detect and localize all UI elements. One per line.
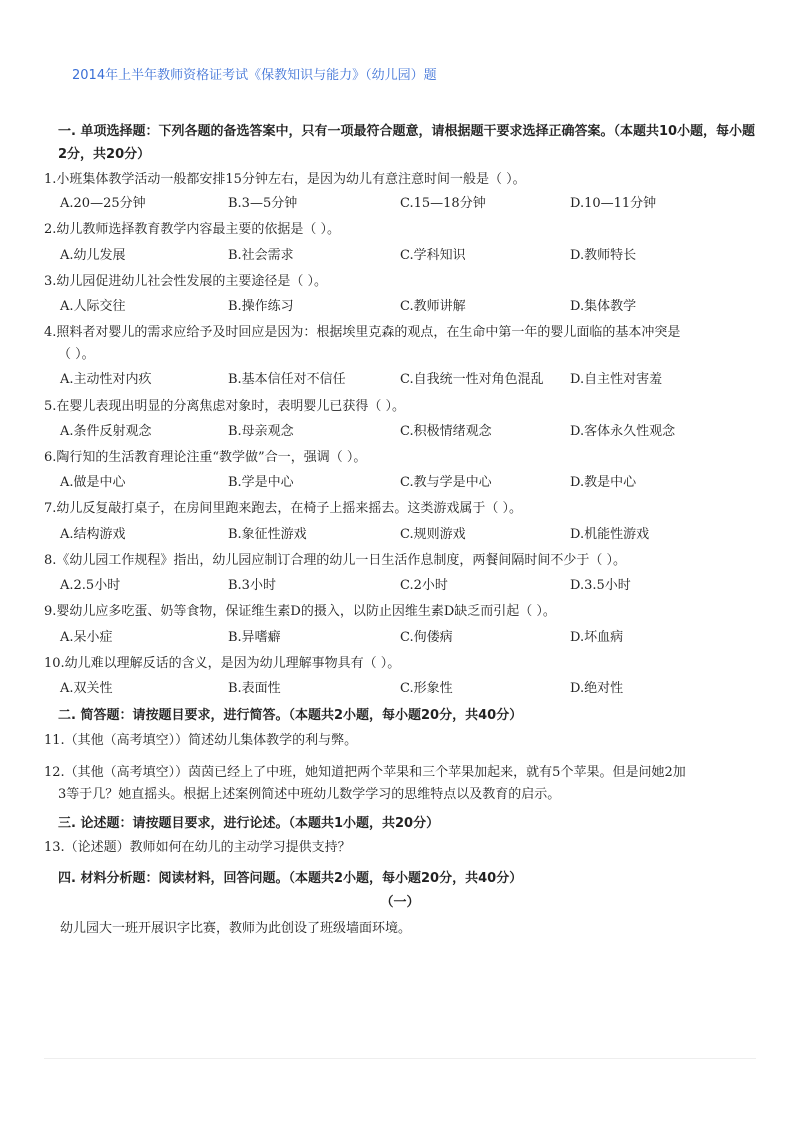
option-d: D.绝对性 [570, 681, 624, 696]
option-a: A.人际交往 [60, 299, 126, 314]
option-a: A.双关性 [60, 681, 113, 696]
option-a: A.条件反射观念 [60, 424, 152, 439]
question-3-options [60, 296, 760, 318]
option-c: C.学科知识 [400, 248, 466, 263]
option-b: B.异嗜癖 [228, 630, 281, 645]
question-7-stem: 7.幼儿反复敲打桌子，在房间里跑来跑去，在椅子上摇来摇去。这类游戏属于（ ）。 [44, 501, 523, 516]
option-a: A.2.5小时 [60, 578, 121, 593]
option-b: B.表面性 [228, 681, 281, 696]
option-c: C.2小时 [400, 578, 448, 593]
option-b: B.3小时 [228, 578, 276, 593]
question-11: 11.（其他（高考填空））简述幼儿集体教学的利与弊。 [44, 733, 358, 748]
option-c: C.形象性 [400, 681, 453, 696]
option-a: A.做是中心 [60, 475, 126, 490]
option-d: D.机能性游戏 [570, 527, 650, 542]
question-3-stem: 3.幼儿园促进幼儿社会性发展的主要途径是（ ）。 [44, 274, 328, 289]
option-d: D.3.5小时 [570, 578, 631, 593]
option-b: B.操作练习 [228, 299, 294, 314]
page-footer-divider [44, 1058, 756, 1059]
question-4-options [60, 369, 760, 391]
option-d: D.教师特长 [570, 248, 637, 263]
question-8-stem: 8.《幼儿园工作规程》指出，幼儿园应制订合理的幼儿一日生活作息制度，两餐间隔时间不少于（ ）。 [44, 553, 627, 568]
option-c: C.15—18分钟 [400, 196, 486, 211]
option-c: C.规则游戏 [400, 527, 466, 542]
option-b: B.母亲观念 [228, 424, 294, 439]
section-material-analysis-heading: 四. 材料分析题：阅读材料，回答问题。（本题共2小题，每小题20分，共40分） [58, 871, 523, 886]
option-d: D.坏血病 [570, 630, 624, 645]
question-5-options [60, 421, 760, 443]
option-a: A.结构游戏 [60, 527, 126, 542]
question-2-stem: 2.幼儿教师选择教育教学内容最主要的依据是（ ）。 [44, 222, 341, 237]
question-1-options [60, 193, 760, 215]
question-10-options [60, 678, 760, 700]
section-essay-heading: 三. 论述题：请按题目要求，进行论述。（本题共1小题，共20分） [58, 816, 440, 831]
option-b: B.基本信任对不信任 [228, 372, 346, 387]
option-c: C.自我统一性对角色混乱 [400, 372, 544, 387]
option-b: B.3—5分钟 [228, 196, 298, 211]
question-7-options [60, 524, 760, 546]
option-d: D.自主性对害羞 [570, 372, 663, 387]
question-2-options [60, 245, 760, 267]
question-5-stem: 5.在婴儿表现出明显的分离焦虑对象时，表明婴儿已获得（ ）。 [44, 399, 406, 414]
question-9-stem: 9.婴幼儿应多吃蛋、奶等食物，保证维生素D的摄入，以防止因维生素D缺乏而引起（ ）。 [44, 604, 556, 619]
question-6-options [60, 472, 760, 494]
option-d: D.客体永久性观念 [570, 424, 676, 439]
option-c: C.佝偻病 [400, 630, 453, 645]
question-6-stem: 6.陶行知的生活教育理论注重“教学做”合一，强调（ ）。 [44, 450, 367, 465]
section-short-answer-heading: 二. 简答题：请按题目要求，进行简答。（本题共2小题，每小题20分，共40分） [58, 708, 523, 723]
question-10-stem: 10.幼儿难以理解反话的含义，是因为幼儿理解事物具有（ ）。 [44, 656, 401, 671]
option-a: A.幼儿发展 [60, 248, 126, 263]
material-subtitle: （一） [380, 895, 420, 910]
option-d: D.10—11分钟 [570, 196, 657, 211]
option-d: D.教是中心 [570, 475, 637, 490]
section-single-choice-heading: 一. 单项选择题：下列各题的备选答案中，只有一项最符合题意，请根据题干要求选择正确答案。（本题共10小题，每小题2分，共20分） [58, 124, 756, 162]
option-a: A.20—25分钟 [60, 196, 146, 211]
question-12-line-1: 12.（其他（高考填空））茵茵已经上了中班，她知道把两个苹果和三个苹果加起来，就有5个苹果。但是问她2加 [44, 765, 686, 780]
question-13: 13.（论述题）教师如何在幼儿的主动学习提供支持？ [44, 840, 351, 855]
option-c: C.教师讲解 [400, 299, 466, 314]
question-4-stem: 4.照料者对婴儿的需求应给予及时回应是因为：根据埃里克森的观点，在生命中第一年的婴儿面临的基本冲突是 [44, 325, 681, 340]
question-1-stem: 1.小班集体教学活动一般都安排15分钟左右，是因为幼儿有意注意时间一般是（ ）。 [44, 172, 526, 187]
question-12-line-2: 3等于几？她直摇头。根据上述案例简述中班幼儿数学学习的思维特点以及教育的启示。 [58, 787, 561, 802]
option-a: A.主动性对内疚 [60, 372, 152, 387]
document-title: 2014年上半年教师资格证考试《保教知识与能力》（幼儿园）题 [72, 68, 437, 83]
option-a: A.呆小症 [60, 630, 113, 645]
option-b: B.学是中心 [228, 475, 294, 490]
option-c: C.积极情绪观念 [400, 424, 492, 439]
option-c: C.教与学是中心 [400, 475, 492, 490]
question-9-options [60, 627, 760, 649]
question-8-options [60, 575, 760, 597]
question-4-stem-continued: （ ）。 [58, 347, 95, 362]
option-b: B.社会需求 [228, 248, 294, 263]
option-d: D.集体教学 [570, 299, 637, 314]
option-b: B.象征性游戏 [228, 527, 307, 542]
material-paragraph: 幼儿园大一班开展识字比赛，教师为此创设了班级墙面环境。 [60, 921, 412, 936]
